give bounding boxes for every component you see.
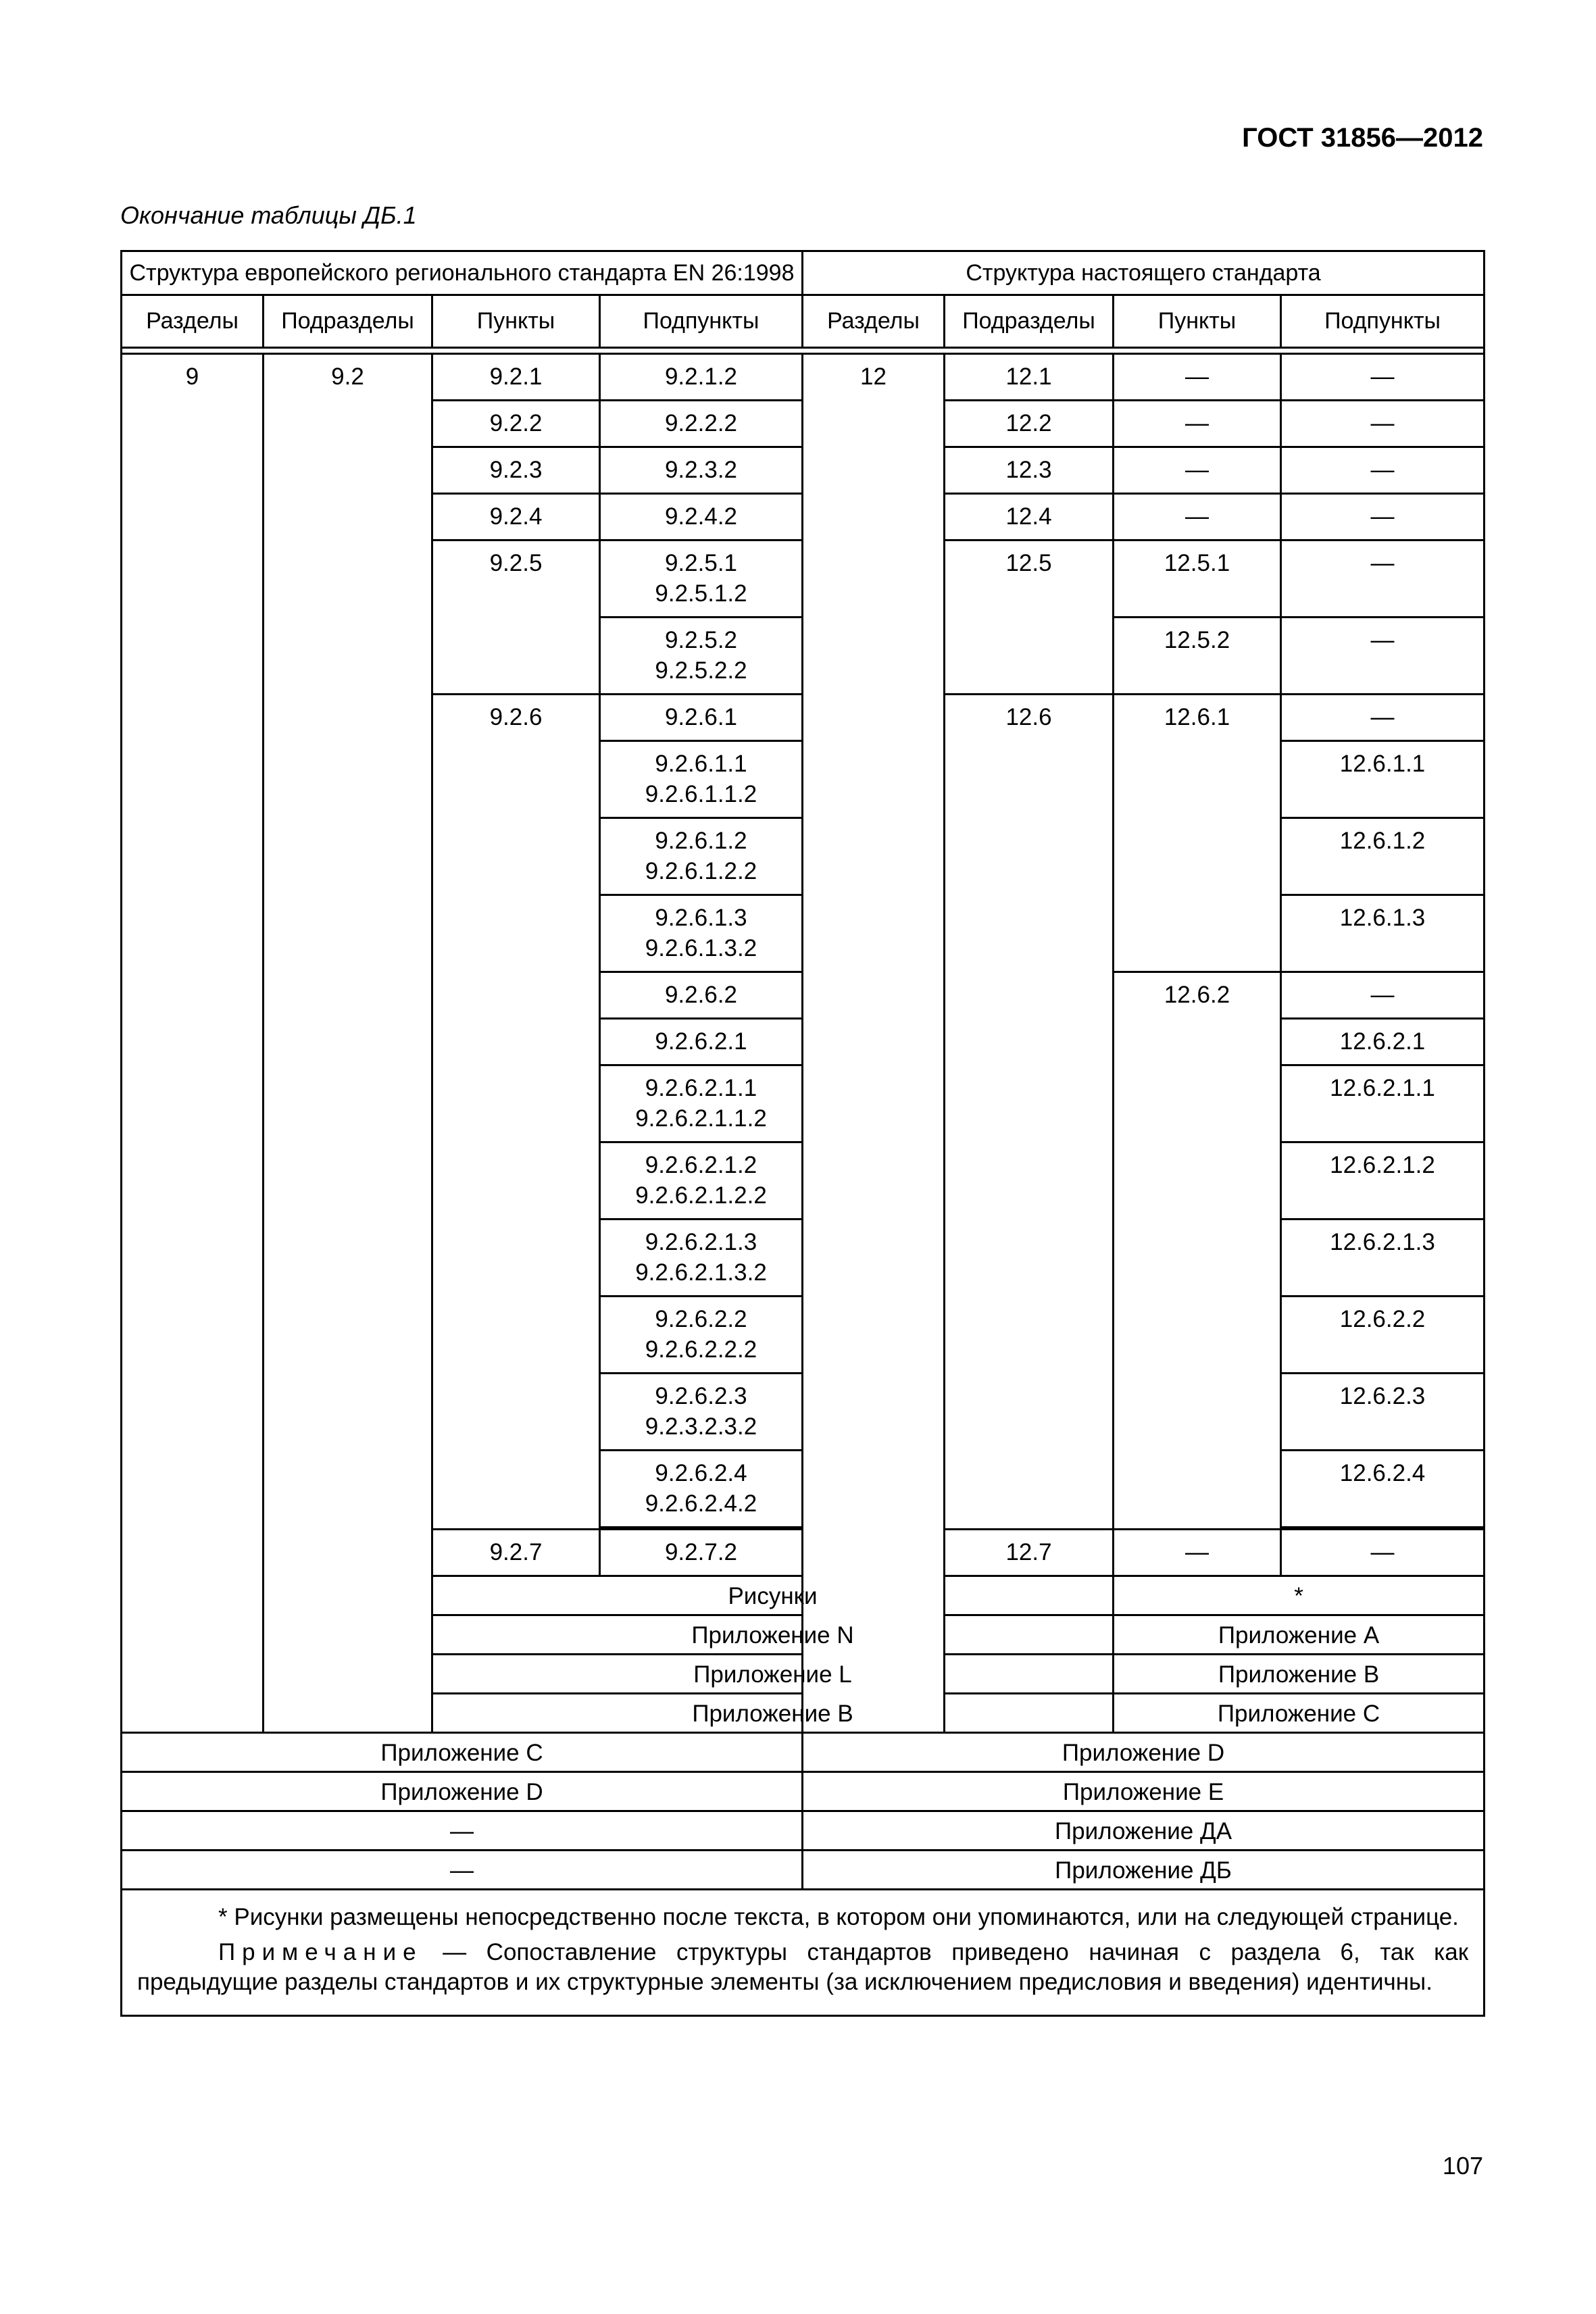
right-point-cell: 12.5.2 (1114, 618, 1281, 695)
right-subsection-cell: 12.7 (945, 1530, 1114, 1576)
right-subsection-cell: 12.4 (945, 494, 1114, 540)
left-subpoint-cell (600, 1065, 803, 1142)
right-subpoint-cell: 12.6.2.2 (1281, 1297, 1485, 1374)
left-section-cell: 9 (122, 354, 264, 1733)
right-subpoint-cell: 12.6.1.2 (1281, 818, 1485, 895)
subpoint-text: 9.2.6.2.2 9.2.6.2.2.2 (645, 1306, 757, 1363)
appendix-right: Приложение ДА (803, 1811, 1485, 1851)
separator-cell (122, 348, 1485, 354)
table-row (122, 1851, 1485, 1890)
left-subpoint-cell (600, 741, 803, 818)
left-subpoint-cell (600, 895, 803, 972)
left-point-cell: 9.2.5 (432, 540, 600, 695)
right-point-cell: — (1114, 401, 1281, 447)
left-subpoint-cell: 9.2.6.2 (600, 972, 803, 1019)
page-number: 107 (1442, 2152, 1483, 2180)
left-subpoint-cell: 9.2.7.2 (600, 1530, 803, 1576)
group-header-right: Структура настоящего стандарта (803, 251, 1485, 295)
left-subpoint-cell (600, 1374, 803, 1451)
subpoint-text: 9.2.6.2.1.1 9.2.6.2.1.1.2 (635, 1075, 767, 1132)
appendix-left: — (122, 1851, 803, 1890)
appendix-left: Приложение D (122, 1772, 803, 1811)
right-section-cell: 12 (803, 354, 945, 1733)
right-subsection-cell: 12.3 (945, 447, 1114, 494)
right-subpoint-cell: — (1281, 540, 1485, 618)
column-header: Разделы (803, 295, 945, 348)
right-point-cell: 12.6.2 (1114, 972, 1281, 1530)
left-subsection-cell: 9.2 (264, 354, 432, 1733)
appendix-left: Приложение N (432, 1615, 1114, 1655)
left-subpoint-cell (600, 1142, 803, 1219)
appendix-right: * (1114, 1576, 1485, 1615)
left-point-cell: 9.2.7 (432, 1530, 600, 1576)
left-subpoint-cell: 9.2.1.2 (600, 354, 803, 401)
column-header: Подразделы (264, 295, 432, 348)
note-label: Примечание (218, 1939, 423, 1965)
left-point-cell: 9.2.6 (432, 695, 600, 1530)
left-subpoint-cell (600, 818, 803, 895)
table-row (122, 1811, 1485, 1851)
left-point-cell: 9.2.4 (432, 494, 600, 540)
right-point-cell: — (1114, 494, 1281, 540)
right-subpoint-cell: 12.6.2.1 (1281, 1019, 1485, 1065)
column-header-row (122, 295, 1485, 348)
left-subpoint-cell: 9.2.2.2 (600, 401, 803, 447)
left-subpoint-cell: 9.2.6.1 (600, 695, 803, 741)
standard-code: ГОСТ 31856—2012 (1242, 123, 1483, 153)
appendix-left: — (122, 1811, 803, 1851)
table-row (122, 1772, 1485, 1811)
right-subpoint-cell: — (1281, 618, 1485, 695)
right-subpoint-cell: — (1281, 447, 1485, 494)
appendix-left: Приложение L (432, 1655, 1114, 1694)
right-subpoint-cell: 12.6.2.3 (1281, 1374, 1485, 1451)
footnote: * Рисунки размещены непосредственно после текста, в котором они упоминаются, или на следующей странице. (218, 1904, 1459, 1930)
left-subpoint-cell (600, 1297, 803, 1374)
left-point-cell: 9.2.2 (432, 401, 600, 447)
left-subpoint-cell: 9.2.4.2 (600, 494, 803, 540)
column-header: Подразделы (945, 295, 1114, 348)
right-subsection-cell: 12.2 (945, 401, 1114, 447)
subpoint-text: 9.2.5.1 9.2.5.1.2 (655, 550, 747, 607)
subpoint-text: 9.2.5.2 9.2.5.2.2 (655, 627, 747, 684)
subpoint-text: 9.2.6.2.4 9.2.6.2.4.2 (645, 1460, 757, 1517)
note-text: — Сопоставление структуры стандартов приведено начиная с раздела 6, так как предыдущие разделы стандартов и их структурные элементы (за исключением предисловия и введения) идентичны. (137, 1939, 1469, 1995)
left-subpoint-cell (600, 1451, 803, 1528)
left-point-cell: 9.2.3 (432, 447, 600, 494)
subpoint-text: 9.2.6.2.3 9.2.3.2.3.2 (645, 1383, 757, 1440)
note-cell (122, 1890, 1485, 2016)
right-subpoint-cell: — (1281, 1530, 1485, 1576)
left-subpoint-cell (600, 618, 803, 695)
right-point-cell: — (1114, 447, 1281, 494)
column-header: Пункты (1114, 295, 1281, 348)
table-row (122, 354, 1485, 401)
column-header: Пункты (432, 295, 600, 348)
left-subpoint-cell: 9.2.3.2 (600, 447, 803, 494)
subpoint-text: 9.2.6.2.1.2 9.2.6.2.1.2.2 (635, 1152, 767, 1209)
right-subpoint-cell: 12.6.2.4 (1281, 1451, 1485, 1528)
appendix-right: Приложение А (1114, 1615, 1485, 1655)
right-point-cell: — (1114, 354, 1281, 401)
right-subsection-cell: 12.6 (945, 695, 1114, 1530)
appendix-right: Приложение С (1114, 1694, 1485, 1733)
table-row (122, 1733, 1485, 1772)
group-header-left: Структура европейского регионального стандарта EN 26:1998 (122, 251, 803, 295)
right-subpoint-cell: 12.6.1.1 (1281, 741, 1485, 818)
column-header: Разделы (122, 295, 264, 348)
left-point-cell: 9.2.1 (432, 354, 600, 401)
appendix-right: Приложение ДБ (803, 1851, 1485, 1890)
right-subpoint-cell: 12.6.2.1.2 (1281, 1142, 1485, 1219)
comparison-table (120, 250, 1485, 2017)
subpoint-text: 9.2.6.1.3 9.2.6.1.3.2 (645, 905, 757, 961)
right-point-cell: 12.5.1 (1114, 540, 1281, 618)
right-subpoint-cell: — (1281, 494, 1485, 540)
right-subpoint-cell: 12.6.1.3 (1281, 895, 1485, 972)
left-subpoint-cell (600, 1219, 803, 1297)
table-caption: Окончание таблицы ДБ.1 (120, 201, 417, 229)
note-paragraph (137, 1938, 1468, 1997)
appendix-left: Приложение В (432, 1694, 1114, 1733)
group-header-row (122, 251, 1485, 295)
appendix-right: Приложение В (1114, 1655, 1485, 1694)
left-subpoint-cell (600, 540, 803, 618)
appendix-left: Рисунки (432, 1576, 1114, 1615)
column-header: Подпункты (600, 295, 803, 348)
appendix-left: Приложение С (122, 1733, 803, 1772)
right-subpoint-cell: 12.6.2.1.3 (1281, 1219, 1485, 1297)
column-header: Подпункты (1281, 295, 1485, 348)
right-subsection-cell: 12.1 (945, 354, 1114, 401)
subpoint-text: 9.2.6.1.2 9.2.6.1.2.2 (645, 828, 757, 884)
right-subsection-cell: 12.5 (945, 540, 1114, 695)
appendix-right: Приложение Е (803, 1772, 1485, 1811)
right-subpoint-cell: — (1281, 695, 1485, 741)
header-separator (122, 348, 1485, 354)
note-row (122, 1890, 1485, 2016)
right-subpoint-cell: — (1281, 972, 1485, 1019)
appendix-right: Приложение D (803, 1733, 1485, 1772)
right-subpoint-cell: — (1281, 401, 1485, 447)
subpoint-text: 9.2.6.1.1 9.2.6.1.1.2 (645, 751, 757, 807)
subpoint-text: 9.2.6.2.1.3 9.2.6.2.1.3.2 (635, 1229, 767, 1286)
left-subpoint-cell: 9.2.6.2.1 (600, 1019, 803, 1065)
right-point-cell: — (1114, 1530, 1281, 1576)
right-subpoint-cell: 12.6.2.1.1 (1281, 1065, 1485, 1142)
right-point-cell: 12.6.1 (1114, 695, 1281, 972)
right-subpoint-cell: — (1281, 354, 1485, 401)
